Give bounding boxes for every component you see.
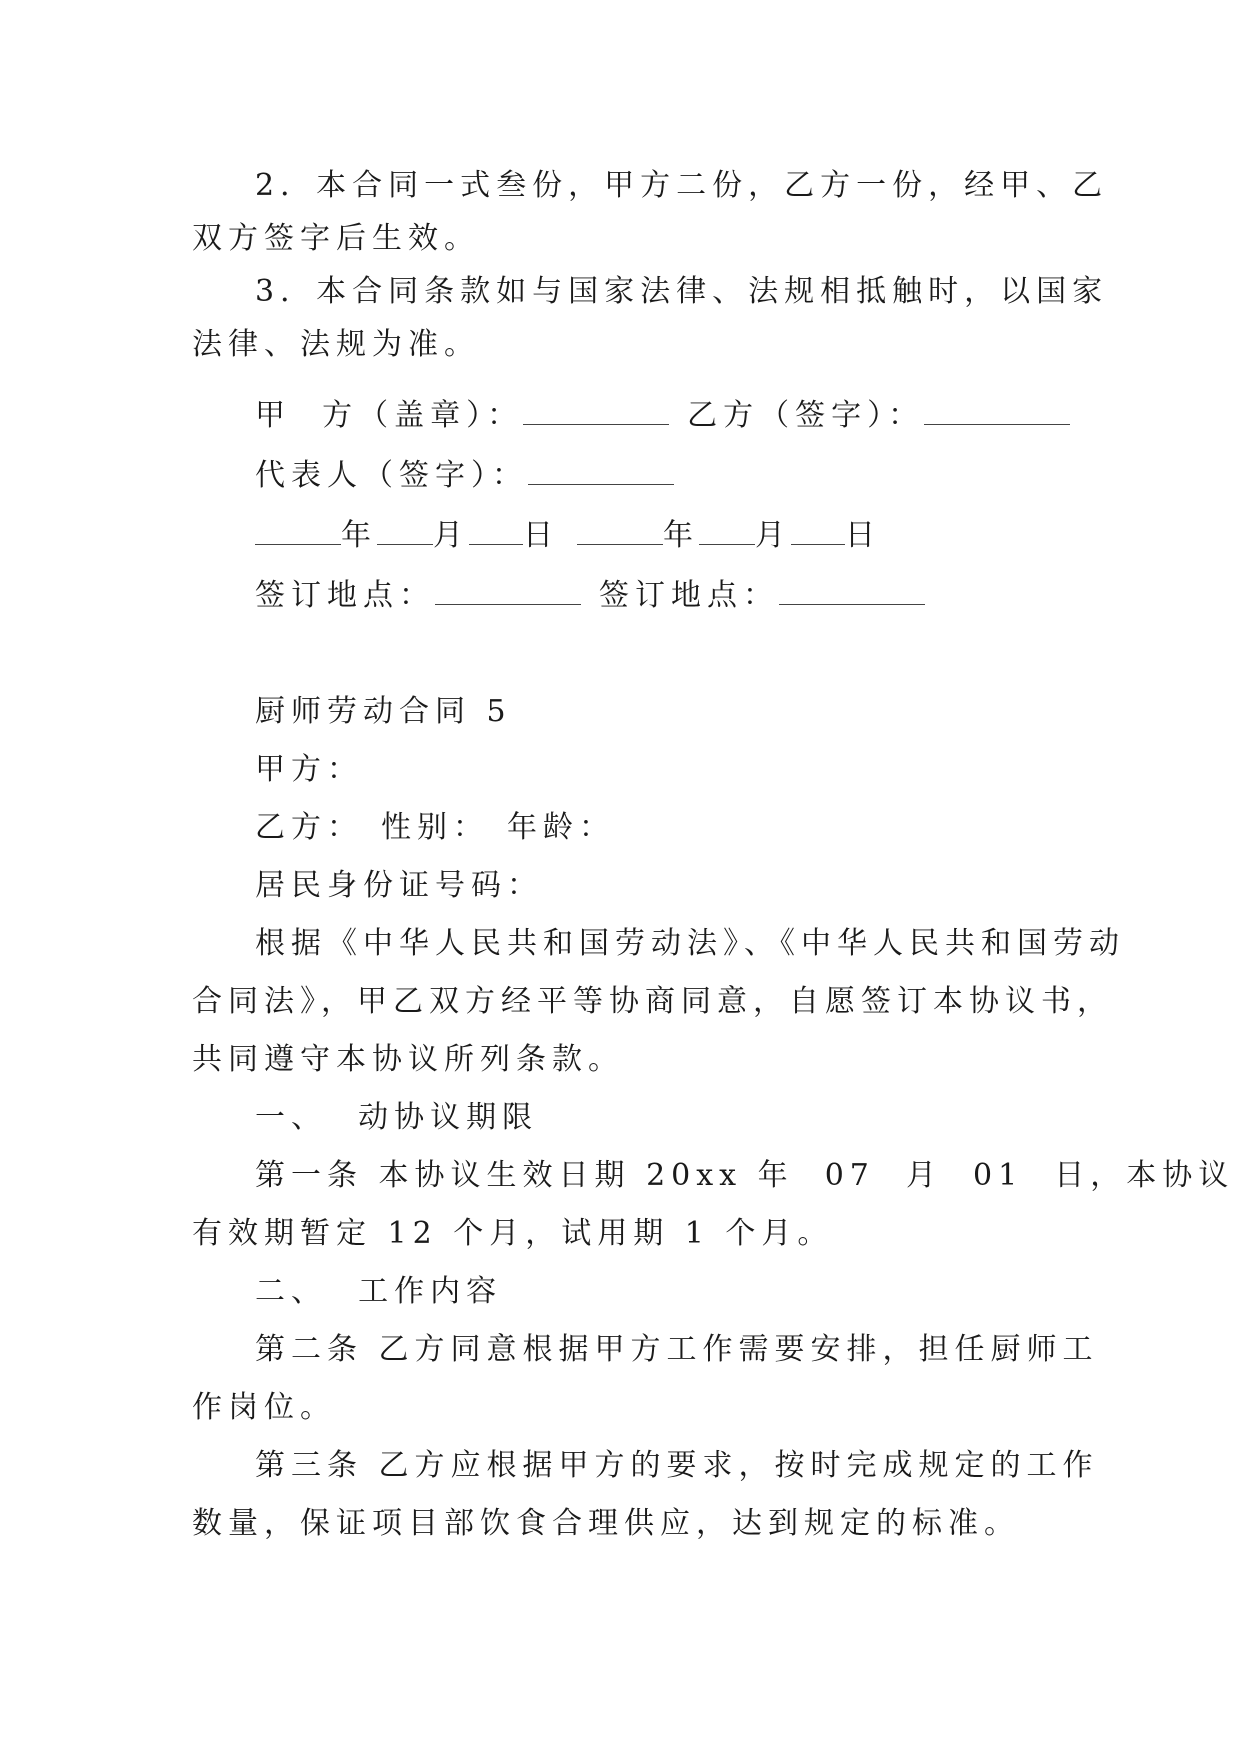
- article-3-line-1: 第三条 乙方应根据甲方的要求，按时完成规定的工作: [255, 1448, 1099, 1483]
- party-a-day-blank: [469, 518, 523, 545]
- intro-line-2: 合同法》，甲乙双方经平等协商同意，自愿签订本协议书，: [192, 984, 1113, 1019]
- article-2-line-1: 第二条 乙方同意根据甲方工作需要安排，担任厨师工: [255, 1332, 1099, 1367]
- clause-2-line-2: 双方签字后生效。: [192, 221, 480, 256]
- age-field: 年龄：: [507, 810, 615, 845]
- article-3-line-2: 数量，保证项目部饮食合理供应，达到规定的标准。: [192, 1506, 1020, 1541]
- party-a-month-blank: [377, 518, 433, 545]
- party-b-place-label: 签订地点：: [599, 578, 779, 613]
- party-a-seal-label: 甲 方（盖章）：: [255, 398, 524, 433]
- party-a-year-blank: [255, 518, 341, 545]
- representative-blank: [528, 458, 674, 485]
- party-signature-row: [255, 396, 1070, 436]
- date-row: [255, 516, 881, 556]
- clause-2-line-1: 2．本合同一式叁份，甲方二份，乙方一份，经甲、乙: [255, 168, 1109, 203]
- party-b-sign-label: 乙方（签字）：: [687, 398, 925, 433]
- section-1-heading: 一、 动协议期限: [255, 1100, 539, 1135]
- clause-3-line-1: 3．本合同条款如与国家法律、法规相抵触时，以国家: [255, 274, 1109, 309]
- party-a-field: 甲方：: [255, 752, 363, 787]
- signing-place-row: [255, 576, 925, 616]
- article-2-line-2: 作岗位。: [192, 1390, 336, 1425]
- article-1-line-2: 有效期暂定 12 个月，试用期 1 个月。: [192, 1216, 834, 1251]
- gender-field: 性别：: [381, 810, 489, 845]
- party-b-month: 月: [755, 518, 791, 553]
- party-b-day: 日: [845, 518, 881, 553]
- party-b-year: 年: [663, 518, 699, 553]
- party-b-info-row: [255, 808, 615, 848]
- party-a-place-label: 签订地点：: [255, 578, 435, 613]
- party-a-place-blank: [435, 578, 581, 605]
- id-number-field: 居民身份证号码：: [255, 868, 543, 903]
- party-b-day-blank: [791, 518, 845, 545]
- party-b-year-blank: [577, 518, 663, 545]
- article-1-line-1: 第一条 本协议生效日期 20xx 年 07 月 01 日，本协议: [255, 1158, 1235, 1193]
- party-b-month-blank: [699, 518, 755, 545]
- representative-label: 代表人（签字）：: [255, 458, 528, 493]
- party-a-seal-blank: [523, 398, 669, 425]
- party-a-year: 年: [341, 518, 377, 553]
- intro-line-3: 共同遵守本协议所列条款。: [192, 1042, 624, 1077]
- clause-3-line-2: 法律、法规为准。: [192, 327, 480, 362]
- representative-row: [255, 456, 674, 496]
- party-b-field: 乙方：: [255, 810, 363, 845]
- party-a-day: 日: [523, 518, 559, 553]
- party-a-month: 月: [433, 518, 469, 553]
- party-b-place-blank: [779, 578, 925, 605]
- intro-line-1: 根据《中华人民共和国劳动法》、《中华人民共和国劳动: [255, 926, 1125, 961]
- contract-title: 厨师劳动合同 5: [255, 694, 512, 729]
- section-2-heading: 二、 工作内容: [255, 1274, 503, 1309]
- party-b-sign-blank: [924, 398, 1070, 425]
